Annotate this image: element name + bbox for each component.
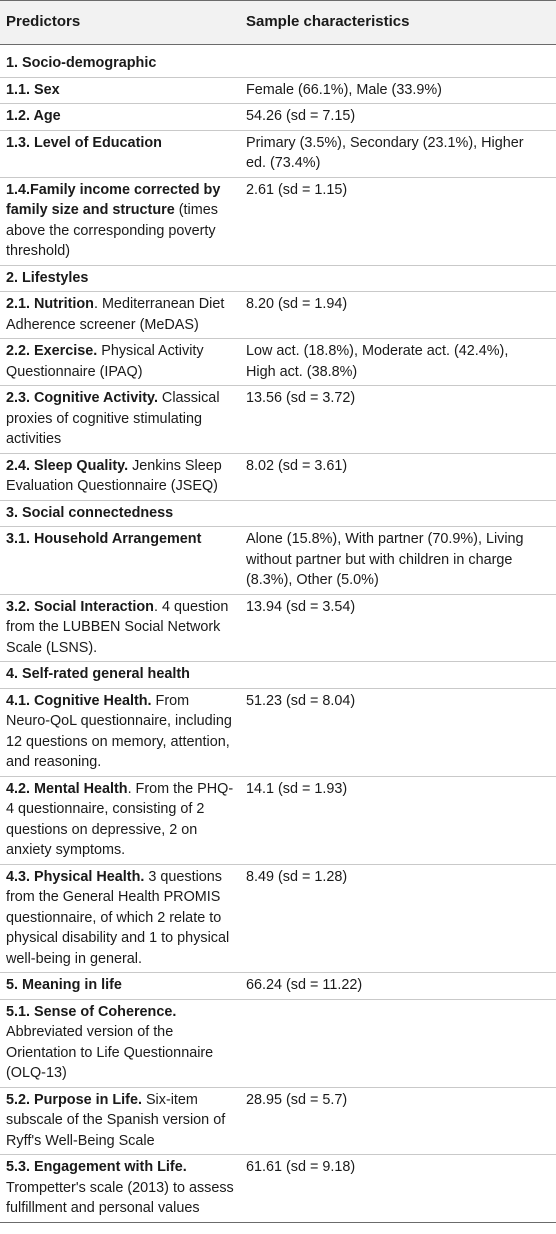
predictor-name: 1.4.Family income corrected by family size and structure	[6, 181, 221, 218]
predictor-description: . From the PHQ-4 questionnaire, consisting of 2 questions on depressive, 2 on anxiety symptoms.	[6, 780, 234, 858]
predictor-cell	[0, 527, 242, 594]
predictor-name: 2.3. Cognitive Activity.	[6, 390, 158, 406]
table-row	[0, 972, 556, 999]
sample-characteristic-cell: 51.23 (sd = 8.04)	[246, 692, 356, 709]
predictor-cell	[0, 777, 242, 864]
predictor-description: Trompetter's scale (2013) to assess fulfillment and personal values	[6, 1179, 234, 1216]
sample-characteristic-cell	[242, 662, 542, 688]
predictor-name: 2.2. Exercise.	[6, 343, 98, 359]
header-sample-characteristics: Sample characteristics	[246, 13, 410, 31]
predictor-name: 2.4. Sleep Quality.	[6, 457, 129, 474]
sample-characteristic-cell: 28.95 (sd = 5.7)	[246, 1091, 348, 1108]
table-row	[0, 385, 556, 453]
sample-characteristic-cell: 2.61 (sd = 1.15)	[246, 181, 348, 198]
table-row	[0, 265, 556, 292]
table-row	[0, 1087, 556, 1155]
table-row	[0, 130, 556, 177]
table-row	[0, 864, 556, 973]
sample-characteristic-cell: Alone (15.8%), With partner (70.9%), Living without partner but with children in charge (8.3%), Other (5.0%)	[246, 531, 524, 588]
predictor-cell	[0, 178, 242, 265]
table-header	[0, 0, 556, 45]
predictor-cell	[0, 292, 242, 338]
predictor-cell	[0, 339, 242, 385]
predictor-name: 5.3. Engagement with Life.	[6, 1159, 187, 1175]
predictor-cell	[0, 1000, 242, 1087]
sample-characteristic-cell: 54.26 (sd = 7.15)	[246, 108, 356, 124]
predictor-description: 3 questions from the General Health PROMIS questionnaire, of which 2 relate to physical disability and 1 to physical well-being in general.	[6, 868, 230, 967]
predictor-description: Physical Activity Questionnaire (IPAQ)	[6, 343, 204, 380]
predictor-name: 3.1. Household Arrangement	[6, 531, 202, 547]
table-row	[0, 526, 556, 594]
predictor-description: . Mediterranean Diet Adherence screener (MeDAS)	[6, 296, 225, 333]
predictor-description: Six-item subscale of the Spanish version of Ryff's Well-Being Scale	[6, 1091, 226, 1149]
table-body	[0, 45, 556, 1223]
predictor-description: . 4 question from the LUBBEN Social Network Scale (LSNS).	[6, 598, 229, 656]
predictor-cell	[0, 78, 242, 104]
sample-characteristic-cell	[242, 501, 542, 527]
predictor-cell	[0, 104, 242, 130]
sample-characteristic-cell: Primary (3.5%), Secondary (23.1%), Higher ed. (73.4%)	[246, 134, 524, 171]
predictor-cell	[0, 501, 242, 527]
predictor-name: 5.2. Purpose in Life.	[6, 1091, 142, 1108]
predictor-name: 1.1. Sex	[6, 81, 60, 98]
predictor-name: 2. Lifestyles	[6, 269, 89, 286]
predictor-name: 3.2. Social Interaction	[6, 598, 154, 615]
predictor-cell	[0, 454, 242, 500]
table-row	[0, 177, 556, 265]
sample-characteristic-cell: 8.02 (sd = 3.61)	[246, 457, 348, 474]
predictor-cell	[0, 266, 242, 292]
table-row	[0, 594, 556, 662]
predictor-name: 4.3. Physical Health.	[6, 868, 145, 885]
predictor-description: Classical proxies of cognitive stimulating activities	[6, 390, 220, 447]
predictor-name: 3. Social connectedness	[6, 504, 174, 521]
predictor-cell	[0, 386, 242, 453]
predictor-name: 5.1. Sense of Coherence.	[6, 1003, 177, 1020]
table-row	[0, 661, 556, 688]
predictor-description: From Neuro-QoL questionnaire, including 12 questions on memory, attention, and reasoning.	[6, 692, 232, 770]
table-row	[0, 999, 556, 1087]
table-row	[0, 1154, 556, 1223]
predictor-name: 1. Socio-demographic	[6, 55, 157, 71]
sample-characteristic-cell: Low act. (18.8%), Moderate act. (42.4%), High act. (38.8%)	[246, 343, 509, 380]
sample-characteristic-cell: 13.94 (sd = 3.54)	[246, 598, 356, 615]
sample-characteristic-cell	[242, 266, 542, 292]
predictor-name: 4.2. Mental Health	[6, 780, 128, 797]
predictor-name: 2.1. Nutrition	[6, 296, 94, 312]
predictor-cell	[0, 131, 242, 177]
predictor-cell	[0, 662, 242, 688]
table-row	[0, 291, 556, 338]
predictor-description: Jenkins Sleep Evaluation Questionnaire (JSEQ)	[6, 457, 222, 494]
predictor-description: Abbreviated version of the Orientation to Life Questionnaire (OLQ-13)	[6, 1024, 214, 1081]
predictor-cell	[0, 1088, 242, 1155]
sample-characteristic-cell: 14.1 (sd = 1.93)	[246, 780, 348, 797]
predictor-name: 5. Meaning in life	[6, 977, 122, 993]
table-row	[0, 776, 556, 864]
sample-characteristic-cell: 8.20 (sd = 1.94)	[246, 296, 348, 312]
sample-characteristic-cell: 66.24 (sd = 11.22)	[246, 977, 363, 993]
sample-characteristic-cell: 8.49 (sd = 1.28)	[246, 868, 348, 885]
sample-characteristic-cell: 13.56 (sd = 3.72)	[246, 390, 356, 406]
predictor-name: 4.1. Cognitive Health.	[6, 692, 152, 709]
table-row	[0, 500, 556, 527]
sample-characteristic-cell	[242, 1000, 542, 1087]
sample-characteristic-cell: 61.61 (sd = 9.18)	[246, 1159, 356, 1175]
table-row	[0, 688, 556, 776]
predictor-cell	[0, 865, 242, 973]
table-row	[0, 45, 556, 77]
sample-characteristic-cell	[242, 51, 542, 77]
table-row	[0, 338, 556, 385]
table-row	[0, 77, 556, 104]
predictor-name: 1.2. Age	[6, 108, 61, 124]
sample-characteristic-cell: Female (66.1%), Male (33.9%)	[246, 81, 442, 98]
predictor-name: 4. Self-rated general health	[6, 666, 190, 682]
predictor-cell	[0, 973, 242, 999]
predictor-name: 1.3. Level of Education	[6, 134, 162, 151]
table-row	[0, 453, 556, 500]
table-row	[0, 103, 556, 130]
predictor-cell	[0, 595, 242, 662]
predictor-cell	[0, 51, 242, 77]
predictor-cell	[0, 689, 242, 776]
predictor-cell	[0, 1155, 242, 1222]
predictor-description: (times above the corresponding poverty threshold)	[6, 202, 218, 259]
header-predictors: Predictors	[6, 13, 81, 31]
